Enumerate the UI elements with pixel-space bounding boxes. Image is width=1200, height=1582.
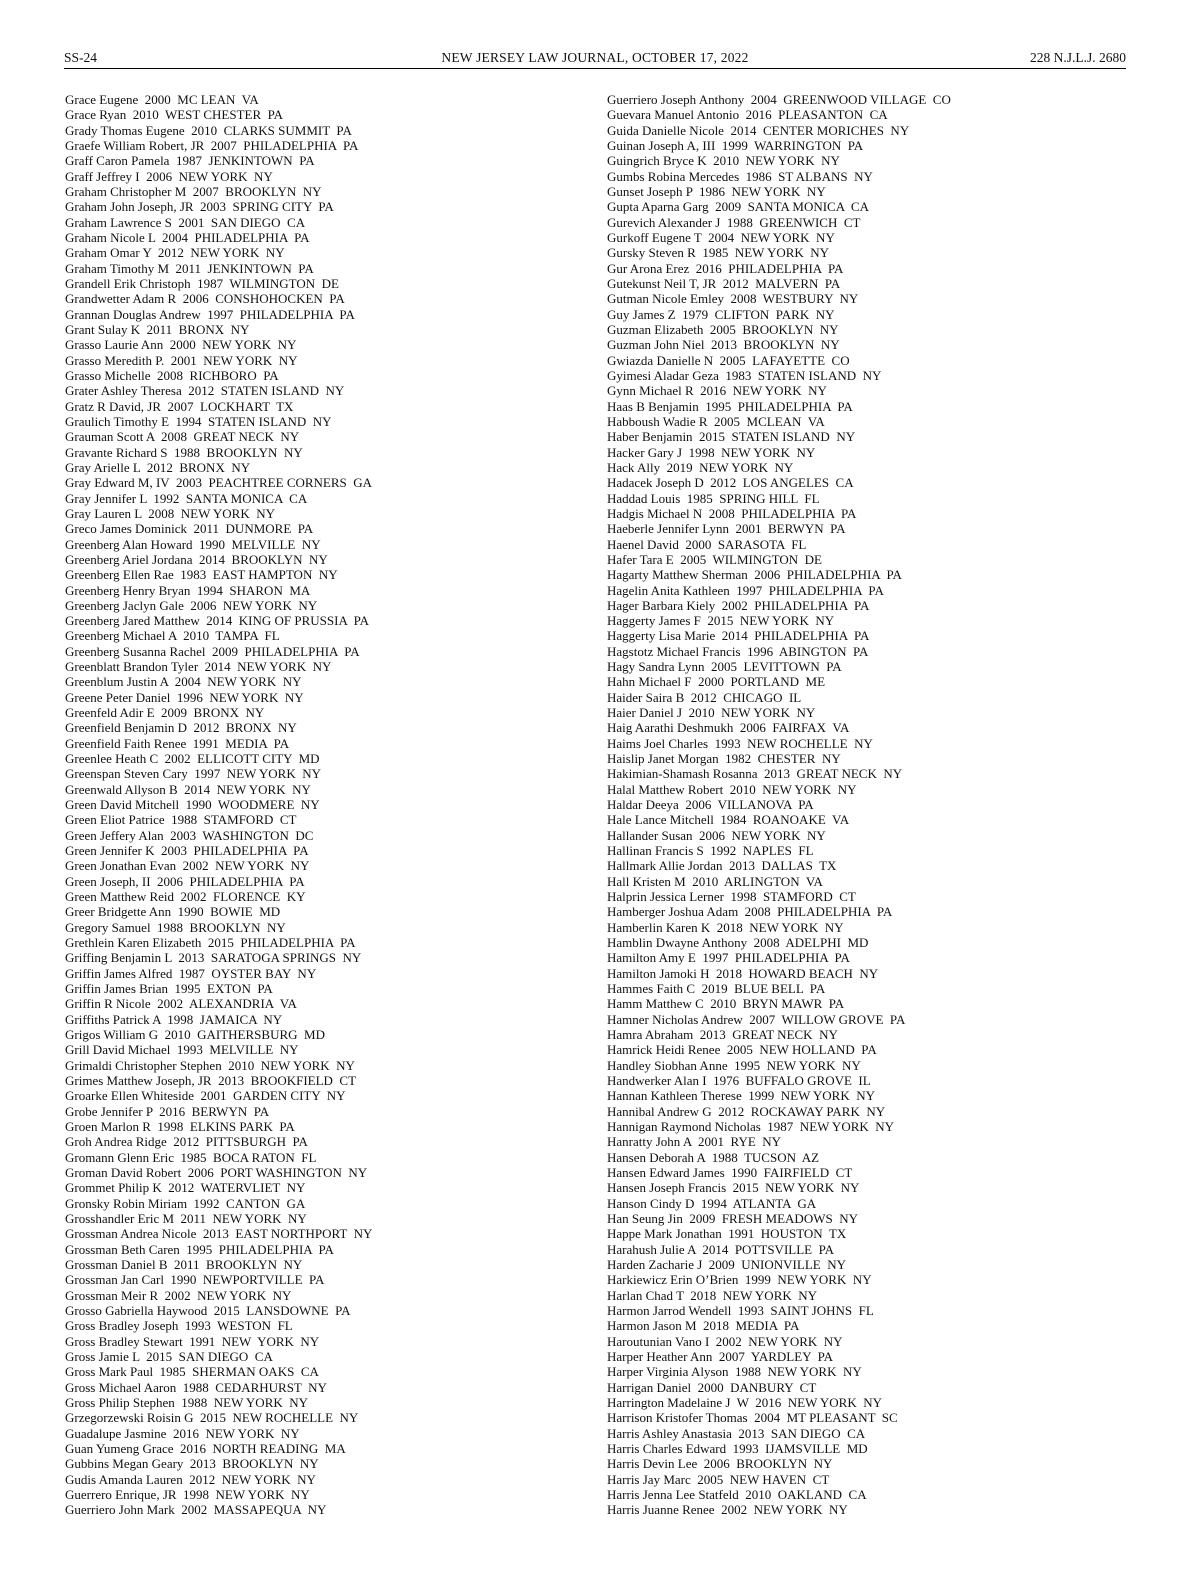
list-entry: Grady Thomas Eugene 2010 CLARKS SUMMIT PA [65,122,352,138]
list-entry: Hannan Kathleen Therese 1999 NEW YORK NY [607,1088,875,1104]
list-entry: Hamrick Heidi Renee 2005 NEW HOLLAND PA [607,1042,877,1058]
list-entry: Haislip Janet Morgan 1982 CHESTER NY [607,751,841,767]
list-entry: Hagstotz Michael Francis 1996 ABINGTON PA [607,643,869,659]
list-entry: Gromann Glenn Eric 1985 BOCA RATON FL [65,1149,317,1165]
list-entry: Hager Barbara Kiely 2002 PHILADELPHIA PA [607,597,870,613]
list-entry: Greenwald Allyson B 2014 NEW YORK NY [65,781,311,797]
list-entry: Grossman Andrea Nicole 2013 EAST NORTHPORT NY [65,1226,373,1242]
list-entry: Harper Virginia Alyson 1988 NEW YORK NY [607,1364,862,1380]
list-entry: Hadgis Michael N 2008 PHILADELPHIA PA [607,505,857,521]
list-entry: Groman David Robert 2006 PORT WASHINGTON NY [65,1164,368,1180]
list-entry: Gwiazda Danielle N 2005 LAFAYETTE CO [607,352,850,368]
list-entry: Greenberg Ariel Jordana 2014 BROOKLYN NY [65,551,328,567]
page-number: SS-24 [64,50,98,65]
list-entry: Hanson Cindy D 1994 ATLANTA GA [607,1195,817,1211]
list-entry: Graff Caron Pamela 1987 JENKINTOWN PA [65,153,315,169]
list-entry: Groarke Ellen Whiteside 2001 GARDEN CITY NY [65,1088,346,1104]
list-entry: Greco James Dominick 2011 DUNMORE PA [65,521,314,537]
list-entry: Gregory Samuel 1988 BROOKLYN NY [65,919,286,935]
citation: 228 N.J.L.J. 2680 [1029,50,1126,65]
list-entry: Gunset Joseph P 1986 NEW YORK NY [607,183,826,199]
list-entry: Guerriero Joseph Anthony 2004 GREENWOOD VILLAGE CO [607,92,951,107]
list-entry: Greenblatt Brandon Tyler 2014 NEW YORK NY [65,659,332,675]
list-entry: Greenberg Susanna Rachel 2009 PHILADELPHIA PA [65,643,360,659]
list-entry: Graefe William Robert, JR 2007 PHILADELPHIA PA [65,137,359,153]
list-entry: Graff Jeffrey I 2006 NEW YORK NY [65,168,273,184]
list-entry: Haig Aarathi Deshmukh 2006 FAIRFAX VA [607,720,850,736]
list-entry: Grant Sulay K 2011 BRONX NY [65,321,250,337]
list-entry: Harris Charles Edward 1993 IJAMSVILLE MD [607,1440,868,1456]
list-entry: Gross Bradley Joseph 1993 WESTON FL [65,1318,293,1334]
list-entry: Hallmark Allie Jordan 2013 DALLAS TX [607,858,837,874]
publication-title: NEW JERSEY LAW JOURNAL, OCTOBER 17, 2022 [441,50,749,65]
list-entry: Green Matthew Reid 2002 FLORENCE KY [65,889,306,905]
list-entry: Greenfield Benjamin D 2012 BRONX NY [65,720,297,736]
list-entry: Haenel David 2000 SARASOTA FL [607,536,807,552]
list-entry: Gross Jamie L 2015 SAN DIEGO CA [65,1348,273,1364]
list-entry: Guan Yumeng Grace 2016 NORTH READING MA [65,1440,346,1456]
list-entry: Hamm Matthew C 2010 BRYN MAWR PA [607,996,845,1012]
list-entry: Groh Andrea Ridge 2012 PITTSBURGH PA [65,1134,308,1150]
list-entry: Gudis Amanda Lauren 2012 NEW YORK NY [65,1471,316,1487]
list-entry: Graham Christopher M 2007 BROOKLYN NY [65,183,322,199]
list-entry: Gyimesi Aladar Geza 1983 STATEN ISLAND NY [607,367,882,383]
list-entry: Gur Arona Erez 2016 PHILADELPHIA PA [607,260,844,276]
list-entry: Greenberg Michael A 2010 TAMPA FL [65,628,280,644]
list-entry: Guzman Elizabeth 2005 BROOKLYN NY [607,321,839,337]
list-entry: Grasso Michelle 2008 RICHBORO PA [65,367,279,383]
list-entry: Gross Philip Stephen 1988 NEW YORK NY [65,1394,309,1410]
list-entry: Hamberlin Karen K 2018 NEW YORK NY [607,919,844,935]
list-entry: Hallinan Francis S 1992 NAPLES FL [607,843,814,859]
list-entry: Griffing Benjamin L 2013 SARATOGA SPRINGS NY [65,950,362,966]
list-entry: Hamner Nicholas Andrew 2007 WILLOW GROVE PA [607,1011,906,1027]
list-entry: Grosshandler Eric M 2011 NEW YORK NY [65,1210,307,1226]
list-entry: Hall Kristen M 2010 ARLINGTON VA [607,873,823,889]
list-entry: Grandwetter Adam R 2006 CONSHOHOCKEN PA [65,291,345,307]
list-entry: Grater Ashley Theresa 2012 STATEN ISLAND NY [65,383,345,399]
list-entry: Hagarty Matthew Sherman 2006 PHILADELPHIA PA [607,567,902,583]
list-entry: Hakimian-Shamash Rosanna 2013 GREAT NECK NY [607,766,903,782]
list-entry: Grossman Meir R 2002 NEW YORK NY [65,1287,292,1303]
list-entry: Hafer Tara E 2005 WILMINGTON DE [607,551,822,567]
list-entry: Han Seung Jin 2009 FRESH MEADOWS NY [607,1210,858,1226]
list-entry: Haier Daniel J 2010 NEW YORK NY [607,705,816,721]
list-entry: Haldar Deeya 2006 VILLANOVA PA [607,797,814,813]
list-entry: Greenfield Faith Renee 1991 MEDIA PA [65,735,290,751]
list-entry: Hansen Edward James 1990 FAIRFIELD CT [607,1164,853,1180]
list-entry: Green Jeffery Alan 2003 WASHINGTON DC [65,827,314,843]
list-entry: Grosso Gabriella Haywood 2015 LANSDOWNE PA [65,1302,351,1318]
list-entry: Graham John Joseph, JR 2003 SPRING CITY PA [65,199,334,215]
list-entry: Greenberg Ellen Rae 1983 EAST HAMPTON NY [65,567,338,583]
list-entry: Griffin R Nicole 2002 ALEXANDRIA VA [65,996,297,1012]
right-column [607,92,1127,1518]
list-entry: Harahush Julie A 2014 POTTSVILLE PA [607,1241,835,1257]
list-entry: Haggerty Lisa Marie 2014 PHILADELPHIA PA [607,628,870,644]
list-entry: Grzegorzewski Roisin G 2015 NEW ROCHELLE NY [65,1410,359,1426]
list-entry: Hamra Abraham 2013 GREAT NECK NY [607,1027,838,1043]
list-entry: Hagy Sandra Lynn 2005 LEVITTOWN PA [607,659,842,675]
list-entry: Grill David Michael 1993 MELVILLE NY [65,1042,299,1058]
list-entry: Grossman Beth Caren 1995 PHILADELPHIA PA [65,1241,334,1257]
list-entry: Green Eliot Patrice 1988 STAMFORD CT [65,812,297,828]
list-entry: Harris Ashley Anastasia 2013 SAN DIEGO CA [607,1425,866,1441]
list-entry: Griffiths Patrick A 1998 JAMAICA NY [65,1011,283,1027]
list-entry: Greene Peter Daniel 1996 NEW YORK NY [65,689,304,705]
list-entry: Hansen Joseph Francis 2015 NEW YORK NY [607,1180,860,1196]
list-entry: Guevara Manuel Antonio 2016 PLEASANTON CA [607,107,888,123]
list-entry: Graham Timothy M 2011 JENKINTOWN PA [65,260,314,276]
list-entry: Gross Bradley Stewart 1991 NEW YORK NY [65,1333,320,1349]
list-entry: Greenlee Heath C 2002 ELLICOTT CITY MD [65,751,320,767]
list-entry: Handley Siobhan Anne 1995 NEW YORK NY [607,1057,861,1073]
list-entry: Guinan Joseph A, III 1999 WARRINGTON PA [607,137,864,153]
list-entry: Harrison Kristofer Thomas 2004 MT PLEASANT SC [607,1410,898,1426]
list-entry: Harlan Chad T 2018 NEW YORK NY [607,1287,818,1303]
list-entry: Grigos William G 2010 GAITHERSBURG MD [65,1027,325,1043]
list-entry: Grimaldi Christopher Stephen 2010 NEW YORK NY [65,1057,355,1073]
list-entry: Grossman Daniel B 2011 BROOKLYN NY [65,1256,303,1272]
list-entry: Harmon Jarrod Wendell 1993 SAINT JOHNS FL [607,1302,874,1318]
list-entry: Guzman John Niel 2013 BROOKLYN NY [607,337,840,353]
list-entry: Gutekunst Neil T, JR 2012 MALVERN PA [607,275,841,291]
list-entry: Gronsky Robin Miriam 1992 CANTON GA [65,1195,306,1211]
list-entry: Harrigan Daniel 2000 DANBURY CT [607,1379,817,1395]
list-entry: Grasso Laurie Ann 2000 NEW YORK NY [65,337,297,353]
list-entry: Grobe Jennifer P 2016 BERWYN PA [65,1103,270,1119]
list-entry: Haims Joel Charles 1993 NEW ROCHELLE NY [607,735,873,751]
list-entry: Gubbins Megan Geary 2013 BROOKLYN NY [65,1456,319,1472]
list-entry: Grace Ryan 2010 WEST CHESTER PA [65,107,284,123]
list-entry: Guerrero Enrique, JR 1998 NEW YORK NY [65,1486,310,1502]
list-entry: Haas B Benjamin 1995 PHILADELPHIA PA [607,398,853,414]
list-entry: Graulich Timothy E 1994 STATEN ISLAND NY [65,413,332,429]
list-entry: Hahn Michael F 2000 PORTLAND ME [607,674,826,690]
list-entry: Hamilton Jamoki H 2018 HOWARD BEACH NY [607,965,879,981]
list-entry: Haber Benjamin 2015 STATEN ISLAND NY [607,429,856,445]
list-entry: Harris Devin Lee 2006 BROOKLYN NY [607,1456,833,1472]
list-entry: Haroutunian Vano I 2002 NEW YORK NY [607,1333,843,1349]
list-entry: Grasso Meredith P. 2001 NEW YORK NY [65,352,298,368]
list-entry: Gutman Nicole Emley 2008 WESTBURY NY [607,291,859,307]
list-entry: Greenberg Jaclyn Gale 2006 NEW YORK NY [65,597,318,613]
list-entry: Guida Danielle Nicole 2014 CENTER MORICHES NY [607,122,910,138]
list-entry: Guerriero John Mark 2002 MASSAPEQUA NY [65,1502,327,1518]
list-entry: Grannan Douglas Andrew 1997 PHILADELPHIA PA [65,306,355,322]
list-entry: Habboush Wadie R 2005 MCLEAN VA [607,413,825,429]
list-entry: Green Jonathan Evan 2002 NEW YORK NY [65,858,310,874]
list-entry: Harris Jay Marc 2005 NEW HAVEN CT [607,1471,830,1487]
list-entry: Hale Lance Mitchell 1984 ROANOAKE VA [607,812,850,828]
list-entry: Haddad Louis 1985 SPRING HILL FL [607,490,820,506]
list-entry: Handwerker Alan I 1976 BUFFALO GROVE IL [607,1073,871,1088]
list-entry: Groen Marlon R 1998 ELKINS PARK PA [65,1118,295,1134]
list-entry: Gross Michael Aaron 1988 CEDARHURST NY [65,1379,327,1395]
list-entry: Grace Eugene 2000 MC LEAN VA [65,92,259,107]
list-entry: Graham Omar Y 2012 NEW YORK NY [65,245,285,261]
list-entry: Harris Juanne Renee 2002 NEW YORK NY [607,1502,848,1518]
list-entry: Hanratty John A 2001 RYE NY [607,1134,782,1150]
list-entry: Hamblin Dwayne Anthony 2008 ADELPHI MD [607,935,869,951]
left-column [65,92,585,1518]
page-header [64,50,1126,69]
list-entry: Gross Mark Paul 1985 SHERMAN OAKS CA [65,1364,319,1380]
list-entry: Hacker Gary J 1998 NEW YORK NY [607,444,816,460]
list-entry: Green David Mitchell 1990 WOODMERE NY [65,797,320,813]
list-entry: Harrington Madelaine J W 2016 NEW YORK NY [607,1394,883,1410]
list-entry: Harmon Jason M 2018 MEDIA PA [607,1318,800,1334]
list-entry: Hammes Faith C 2019 BLUE BELL PA [607,981,826,997]
list-entry: Harris Jenna Lee Statfeld 2010 OAKLAND CA [607,1486,867,1502]
list-entry: Greenberg Henry Bryan 1994 SHARON MA [65,582,311,598]
list-entry: Hagelin Anita Kathleen 1997 PHILADELPHIA PA [607,582,884,598]
list-entry: Gray Lauren L 2008 NEW YORK NY [65,505,275,521]
list-entry: Hamberger Joshua Adam 2008 PHILADELPHIA PA [607,904,893,920]
list-entry: Gurkoff Eugene T 2004 NEW YORK NY [607,229,835,245]
list-entry: Gray Edward M, IV 2003 PEACHTREE CORNERS GA [65,475,373,491]
list-entry: Greenspan Steven Cary 1997 NEW YORK NY [65,766,321,782]
list-entry: Happe Mark Jonathan 1991 HOUSTON TX [607,1226,847,1242]
list-entry: Grauman Scott A 2008 GREAT NECK NY [65,429,300,445]
list-entry: Grommet Philip K 2012 WATERVLIET NY [65,1180,306,1196]
list-entry: Halprin Jessica Lerner 1998 STAMFORD CT [607,889,856,905]
list-entry: Grossman Jan Carl 1990 NEWPORTVILLE PA [65,1272,325,1288]
list-entry: Haeberle Jennifer Lynn 2001 BERWYN PA [607,521,846,537]
list-entry: Harkiewicz Erin O’Brien 1999 NEW YORK NY [607,1272,872,1288]
list-entry: Grimes Matthew Joseph, JR 2013 BROOKFIELD CT [65,1073,357,1088]
list-entry: Gupta Aparna Garg 2009 SANTA MONICA CA [607,199,869,215]
list-entry: Graham Lawrence S 2001 SAN DIEGO CA [65,214,306,230]
list-entry: Graham Nicole L 2004 PHILADELPHIA PA [65,229,310,245]
list-entry: Greenfeld Adir E 2009 BRONX NY [65,705,265,721]
list-entry: Gray Arielle L 2012 BRONX NY [65,459,251,475]
list-entry: Hamilton Amy E 1997 PHILADELPHIA PA [607,950,850,966]
list-entry: Greenberg Alan Howard 1990 MELVILLE NY [65,536,321,552]
list-entry: Greenberg Jared Matthew 2014 KING OF PRUSSIA PA [65,613,370,629]
list-entry: Gumbs Robina Mercedes 1986 ST ALBANS NY [607,168,873,184]
list-entry: Gravante Richard S 1988 BROOKLYN NY [65,444,303,460]
list-entry: Green Jennifer K 2003 PHILADELPHIA PA [65,843,309,859]
list-entry: Guy James Z 1979 CLIFTON PARK NY [607,306,835,322]
list-entry: Halal Matthew Robert 2010 NEW YORK NY [607,781,857,797]
list-entry: Guingrich Bryce K 2010 NEW YORK NY [607,153,840,169]
list-entry: Hack Ally 2019 NEW YORK NY [607,459,794,475]
list-entry: Gratz R David, JR 2007 LOCKHART TX [65,398,294,414]
list-entry: Haggerty James F 2015 NEW YORK NY [607,613,835,629]
list-entry: Hansen Deborah A 1988 TUCSON AZ [607,1149,820,1165]
list-entry: Haider Saira B 2012 CHICAGO IL [607,689,802,705]
list-entry: Green Joseph, II 2006 PHILADELPHIA PA [65,873,305,889]
list-entry: Gurevich Alexander J 1988 GREENWICH CT [607,214,861,230]
list-entry: Hannibal Andrew G 2012 ROCKAWAY PARK NY [607,1103,886,1119]
list-entry: Gursky Steven R 1985 NEW YORK NY [607,245,830,261]
list-entry: Hannigan Raymond Nicholas 1987 NEW YORK NY [607,1118,895,1134]
list-entry: Greer Bridgette Ann 1990 BOWIE MD [65,904,281,920]
list-entry: Greenblum Justin A 2004 NEW YORK NY [65,674,302,690]
list-entry: Guadalupe Jasmine 2016 NEW YORK NY [65,1425,300,1441]
list-entry: Gynn Michael R 2016 NEW YORK NY [607,383,827,399]
list-entry: Grethlein Karen Elizabeth 2015 PHILADELPHIA PA [65,935,356,951]
list-entry: Harper Heather Ann 2007 YARDLEY PA [607,1348,834,1364]
list-entry: Grandell Erik Christoph 1987 WILMINGTON DE [65,275,339,291]
list-entry: Harden Zacharie J 2009 UNIONVILLE NY [607,1256,846,1272]
list-entry: Hadacek Joseph D 2012 LOS ANGELES CA [607,475,854,491]
list-entry: Hallander Susan 2006 NEW YORK NY [607,827,826,843]
list-entry: Griffin James Alfred 1987 OYSTER BAY NY [65,965,317,981]
list-entry: Gray Jennifer L 1992 SANTA MONICA CA [65,490,308,506]
list-entry: Griffin James Brian 1995 EXTON PA [65,981,273,997]
